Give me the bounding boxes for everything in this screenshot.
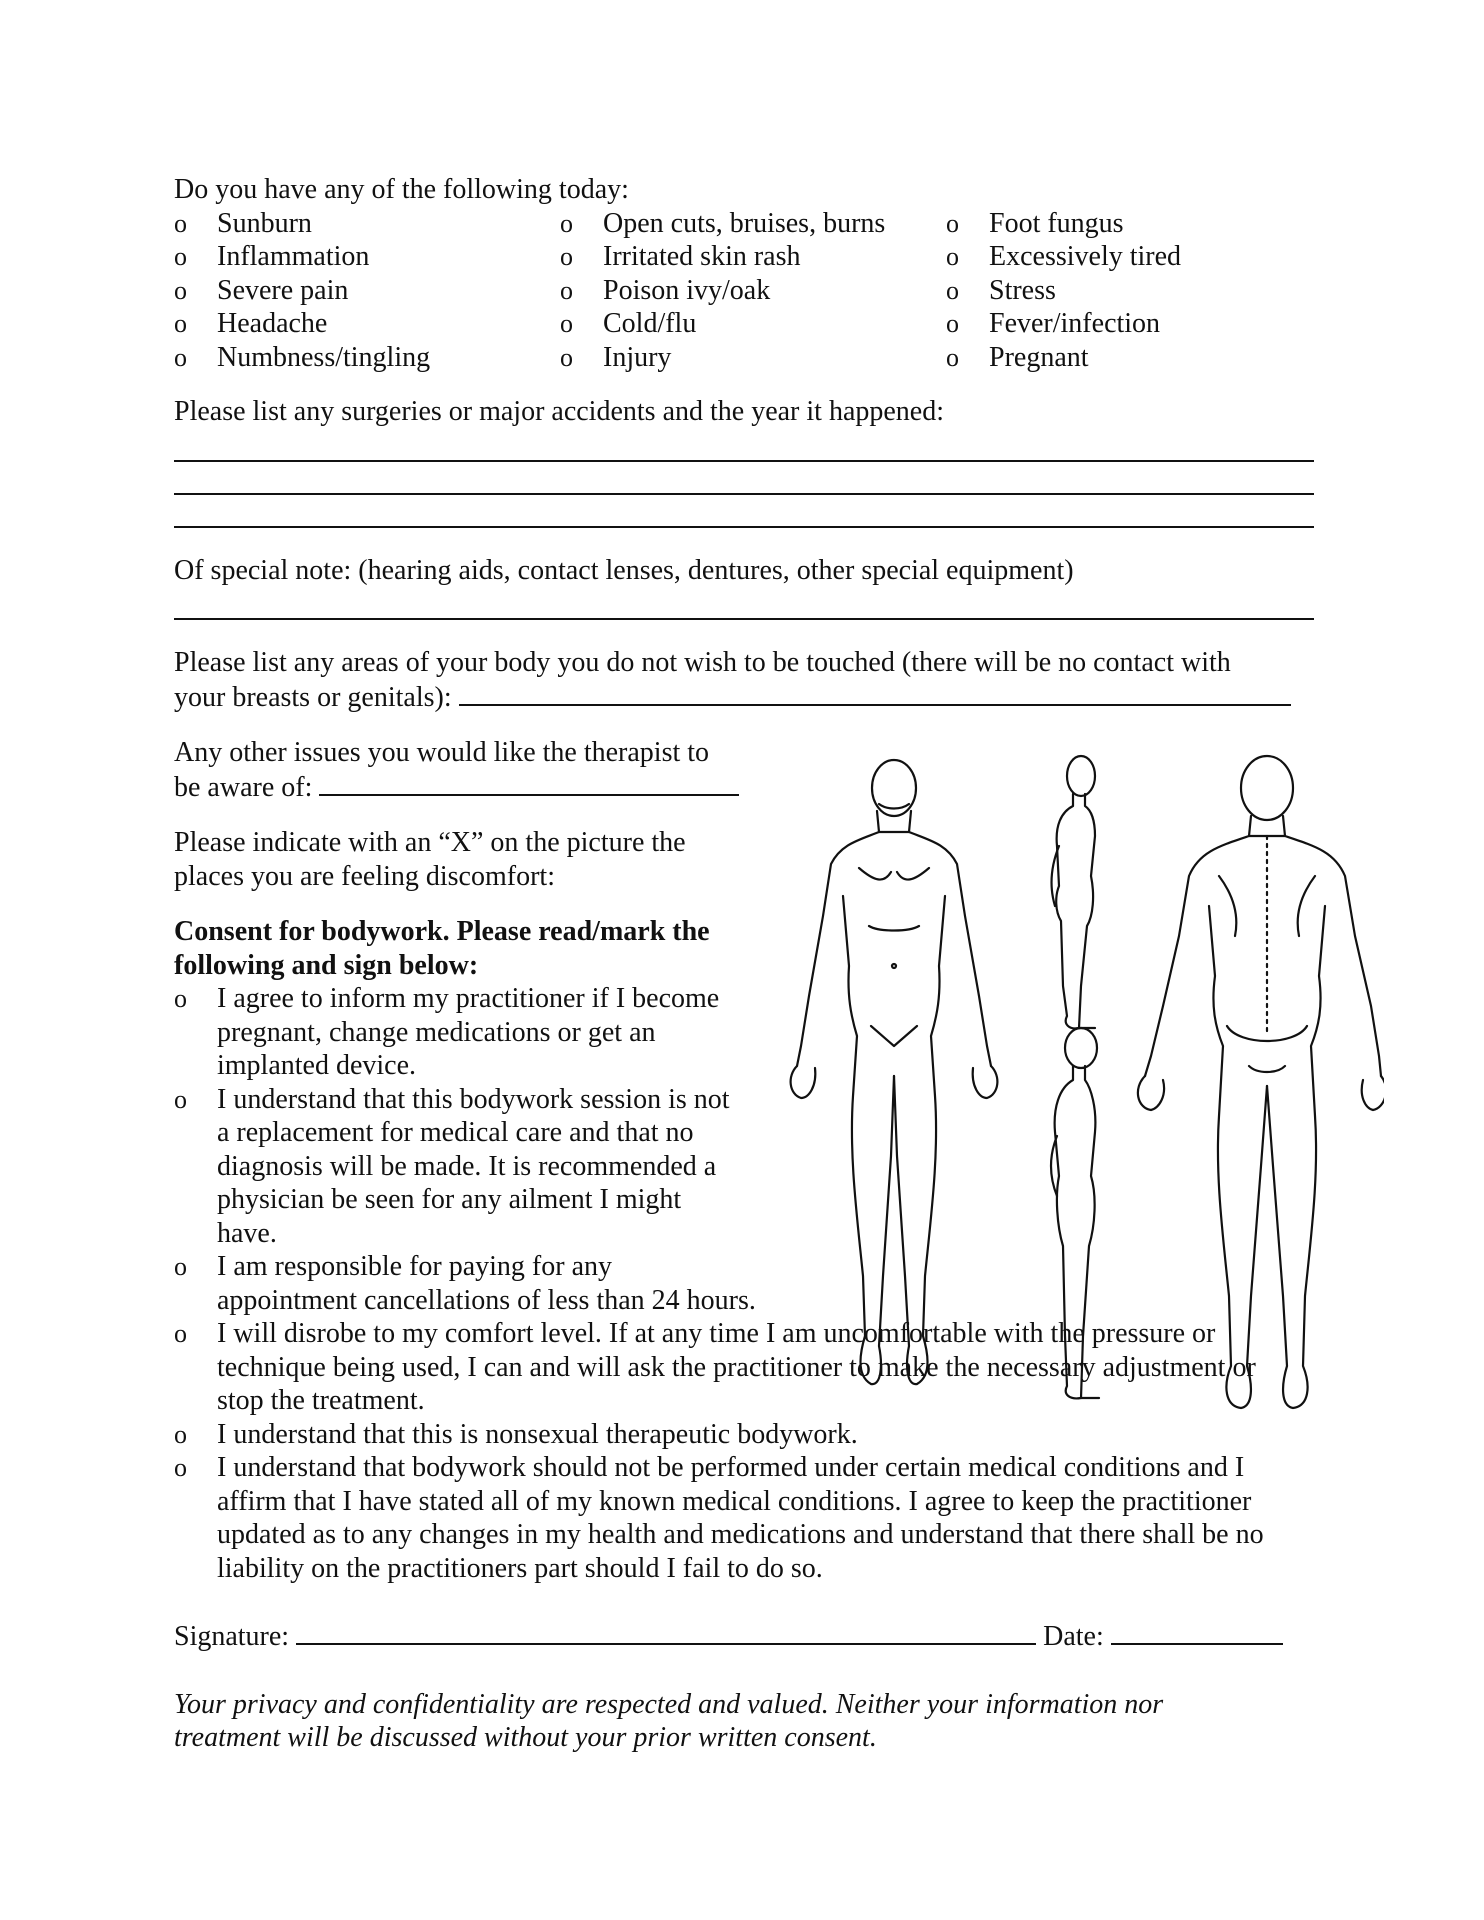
no-touch-prompt-line-1: Please list any areas of your body you do not wish to be touched (there will be no contact with [174, 647, 1231, 678]
consent-item[interactable]: o I will disrobe to my comfort level. If at any time I am uncomfortable with the pressure or technique being used, I can and will ask the practitioner to make the necessary adjustment or stop the treatment. [174, 1318, 1256, 1416]
checkbox-circle-icon[interactable]: o [946, 275, 959, 305]
condition-option[interactable]: o Pregnant [946, 341, 1089, 373]
special-note-line[interactable] [174, 587, 1314, 620]
checkbox-circle-icon[interactable]: o [174, 1252, 187, 1281]
checkbox-circle-icon[interactable]: o [560, 242, 573, 271]
condition-option[interactable]: o Sunburn [174, 207, 312, 239]
consent-heading-line-2: following and sign below: [174, 949, 479, 981]
condition-option[interactable]: o Foot fungus [946, 207, 1124, 239]
consent-item[interactable]: o I agree to inform my practitioner if I become pregnant, change medications or get an implanted device. [174, 983, 720, 1081]
condition-option[interactable]: o Numbness/tingling [174, 341, 431, 373]
checkbox-circle-icon[interactable]: o [174, 1319, 187, 1348]
privacy-line-1: Your privacy and confidentiality are respected and valued. Neither your information nor [174, 1688, 1164, 1720]
checkbox-circle-icon[interactable]: o [174, 309, 187, 338]
checkbox-circle-icon[interactable]: o [560, 208, 573, 238]
condition-option[interactable]: o Poison ivy/oak [560, 274, 771, 306]
checkbox-circle-icon[interactable]: o [174, 275, 187, 305]
checkbox-circle-icon[interactable]: o [946, 208, 959, 238]
discomfort-line-1: Please indicate with an “X” on the picture the [174, 827, 686, 858]
conditions-column-2 [560, 207, 946, 375]
body-front-view[interactable] [791, 760, 998, 1384]
condition-option[interactable]: o Irritated skin rash [560, 241, 801, 272]
checkbox-circle-icon[interactable]: o [174, 342, 187, 372]
checkbox-circle-icon[interactable]: o [946, 342, 959, 372]
condition-option[interactable]: o Severe pain [174, 274, 349, 306]
surgeries-prompt: Please list any surgeries or major accidents and the year it happened: [174, 396, 944, 427]
consent-item[interactable]: o I understand that this bodywork session is not a replacement for medical care and that no diagnosis will be made. It is recommended a physician be seen for any ailment I might have. [174, 1083, 730, 1249]
condition-option[interactable]: o Open cuts, bruises, burns [560, 207, 886, 239]
condition-option[interactable]: o Inflammation [174, 241, 370, 272]
consent-item[interactable]: o I understand that this is nonsexual therapeutic bodywork. [174, 1418, 858, 1450]
body-back-view[interactable] [1138, 756, 1384, 1408]
checkbox-circle-icon[interactable]: o [174, 242, 187, 271]
date-field[interactable] [1111, 1619, 1283, 1645]
signature-field[interactable] [296, 1619, 1036, 1645]
conditions-question: Do you have any of the following today: [174, 174, 629, 205]
conditions-column-1 [174, 207, 560, 375]
consent-item[interactable]: o I understand that bodywork should not be performed under certain medical conditions and I affirm that I have stated all of my known medical conditions. I agree to keep the practitioner updated as to any changes in my health and medications and understand that there shall be no liability on the practitioners part should I fail to do so. [174, 1452, 1264, 1584]
conditions-column-3 [946, 207, 1314, 375]
special-note-prompt: Of special note: (hearing aids, contact lenses, dentures, other special equipment) [174, 554, 1074, 586]
privacy-line-2: treatment will be discussed without your prior written consent. [174, 1722, 877, 1753]
condition-option[interactable]: o Headache [174, 308, 328, 339]
checkbox-circle-icon[interactable]: o [560, 342, 573, 372]
no-touch-prompt-line-2: your breasts or genitals): [174, 680, 1314, 715]
checkbox-circle-icon[interactable]: o [174, 984, 187, 1013]
body-diagram[interactable] [779, 736, 1384, 1436]
date-label: Date: [1043, 1621, 1104, 1652]
surgeries-line-2[interactable] [174, 462, 1314, 495]
checkbox-circle-icon[interactable]: o [560, 275, 573, 305]
checkbox-circle-icon[interactable]: o [174, 1419, 187, 1449]
checkbox-circle-icon[interactable]: o [946, 309, 959, 338]
checkbox-circle-icon[interactable]: o [946, 242, 959, 271]
discomfort-line-2: places you are feeling discomfort: [174, 860, 555, 892]
consent-item[interactable]: o I am responsible for paying for any appointment cancellations of less than 24 hours. [174, 1251, 756, 1316]
consent-heading-line-1: Consent for bodywork. Please read/mark the [174, 916, 710, 947]
other-issues-field[interactable] [319, 770, 739, 796]
checkbox-circle-icon[interactable]: o [174, 208, 187, 238]
body-side-view-lower[interactable] [1051, 1028, 1099, 1398]
checkbox-circle-icon[interactable]: o [174, 1453, 187, 1482]
condition-option[interactable]: o Stress [946, 274, 1056, 306]
surgeries-line-1[interactable] [174, 429, 1314, 462]
checkbox-circle-icon[interactable]: o [560, 309, 573, 338]
other-issues-line-1: Any other issues you would like the therapist to [174, 737, 710, 768]
left-column [174, 736, 774, 982]
condition-option[interactable]: o Cold/flu [560, 308, 697, 339]
no-touch-field[interactable] [459, 680, 1291, 706]
signature-row [174, 1619, 1314, 1654]
conditions-checklist [174, 207, 1314, 375]
body-side-view-upper[interactable] [1052, 756, 1095, 1028]
surgeries-line-3[interactable] [174, 495, 1314, 528]
condition-option[interactable]: o Fever/infection [946, 308, 1161, 339]
condition-option[interactable]: o Excessively tired [946, 241, 1182, 272]
other-issues-line-2: be aware of: [174, 770, 774, 805]
condition-option[interactable]: o Injury [560, 341, 672, 373]
checkbox-circle-icon[interactable]: o [174, 1084, 187, 1114]
signature-label: Signature: [174, 1621, 290, 1652]
intake-form [174, 173, 1314, 1755]
